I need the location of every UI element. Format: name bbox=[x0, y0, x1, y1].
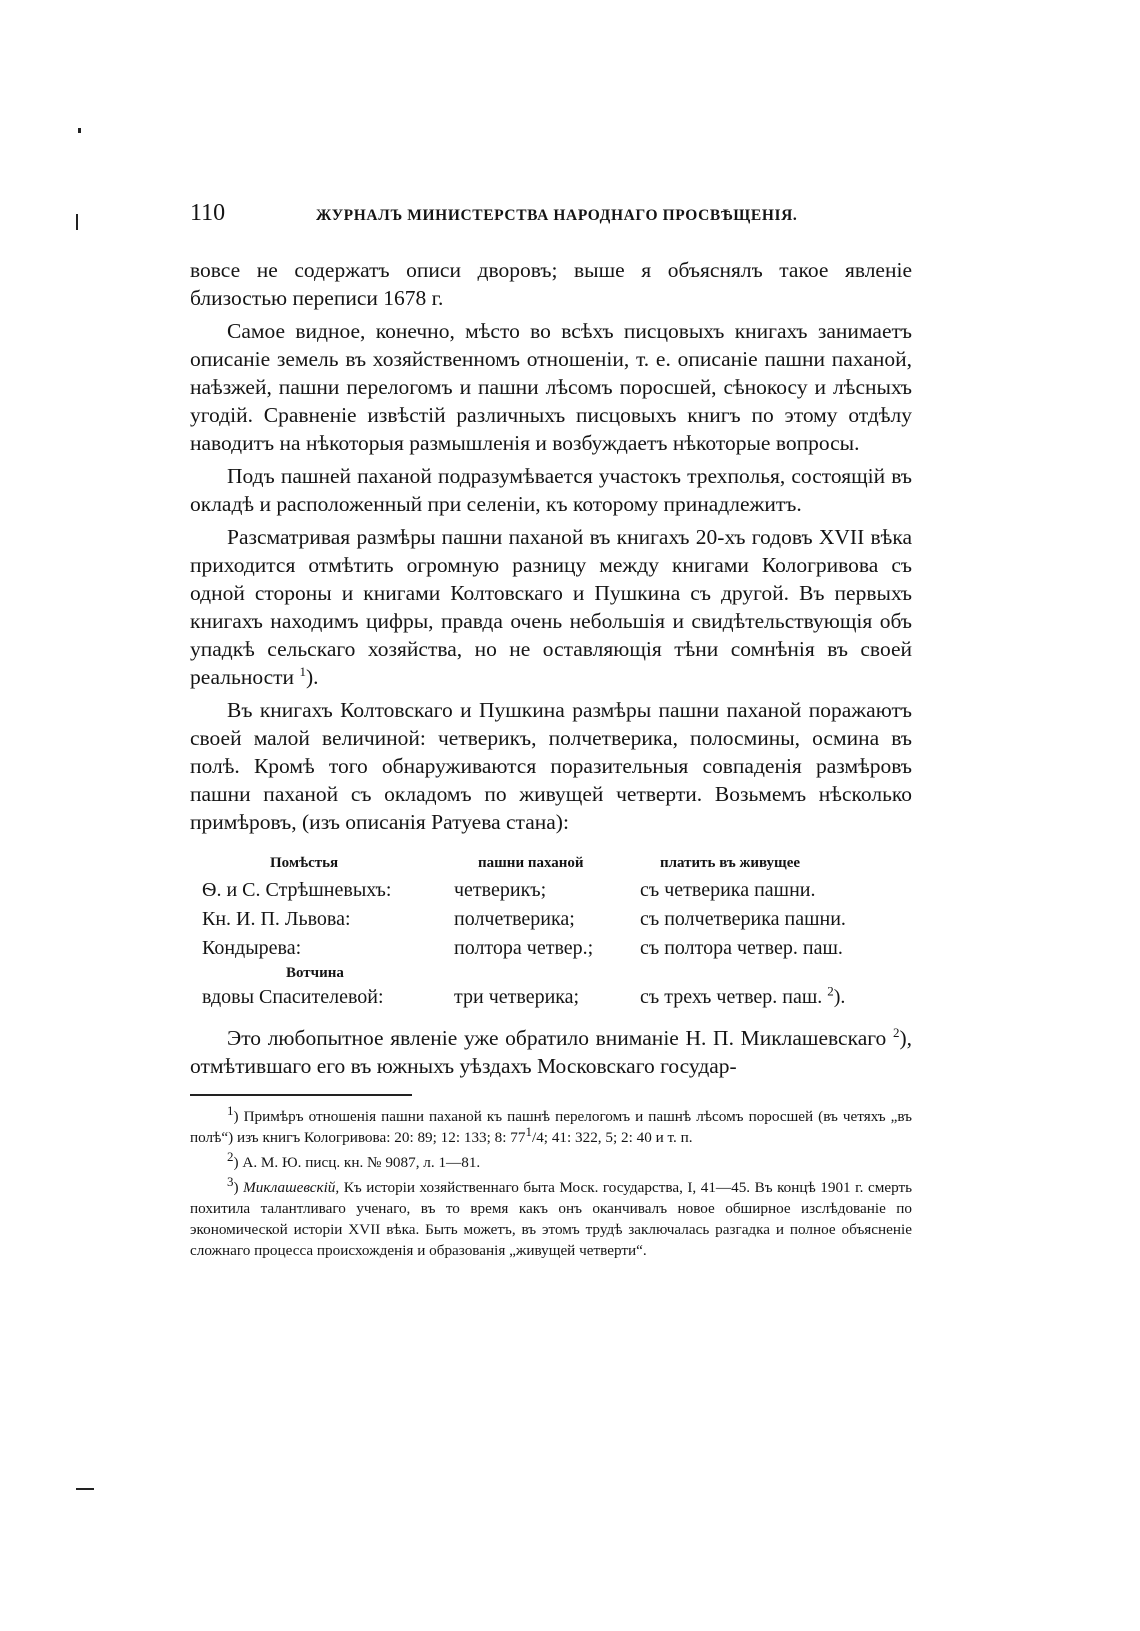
table-cell: Кондырева: bbox=[202, 937, 302, 959]
paragraph bbox=[190, 1024, 912, 1080]
footnote-mark-close: ) bbox=[233, 1178, 239, 1196]
column-header: Помѣстья bbox=[270, 855, 339, 871]
footnote-mark: 2 bbox=[227, 1148, 234, 1164]
table-cell: три четверика; bbox=[454, 986, 580, 1008]
footnote-text: ; 41: 322, 5; 2: 40 и т. п. bbox=[543, 1128, 693, 1146]
paragraph: Въ книгахъ Колтовскаго и Пушкина размѣры пашни паханой поражаютъ своей малой величиной: четверикъ, полчетверика, полосмины, осмина въ полѣ. Кромѣ того обнаруживаются поразительныя совпаденія размѣровъ пашни паханой съ окладомъ по живущей четверти. Возьмемъ нѣсколько примѣровъ, (изъ описанія Ратуева стана): bbox=[190, 698, 912, 834]
footnote-text: Къ исторіи хозяйственнаго быта Моск. государства, I, 41—45. Въ концѣ 1901 г. смерть похитила талантливаго ученаго, въ то время какъ онъ оканчивалъ новое обширное изслѣдованіе по экономической исторіи XVII вѣка. Быть можетъ, въ этомъ трудѣ заключалась разгадка и полное объясненіе сложнаго процесса происхожденія и образованія „живущей четверти“. bbox=[190, 1178, 913, 1259]
paragraph-text: отмѣтившаго его въ южныхъ уѣздахъ Московскаго государ- bbox=[190, 1054, 737, 1078]
table-cell: съ полтора четвер. паш. bbox=[640, 937, 843, 959]
paragraph-text: Это любопытное явленіе уже обратило вниманіе Н. П. Миклашевскаго bbox=[227, 1026, 887, 1050]
paragraph-text: Разсматривая размѣры пашни паханой въ книгахъ 20-хъ годовъ XVII вѣка приходится отмѣтить огромную разницу между книгами Кологривова съ одной стороны и книгами Колтовскаго и Пушкина съ другой. Въ первыхъ книгахъ находимъ цифры, правда очень небольшія и свидѣтельствующія объ упадкѣ сельскаго хозяйства, но не оставляющія тѣни сомнѣнія въ своей реальности bbox=[190, 525, 912, 689]
paragraph bbox=[190, 523, 912, 691]
paragraph: вовсе не содержатъ описи дворовъ; выше я объяснялъ такое явленіе близостью переписи 1678 г. bbox=[190, 258, 912, 310]
footnote-separator bbox=[190, 1094, 412, 1096]
fraction-numerator: 1 bbox=[525, 1123, 532, 1139]
footnote-mark: 3 bbox=[227, 1173, 234, 1189]
table-cell: вдовы Спасителевой: bbox=[202, 986, 384, 1008]
footnote-text: ) Примѣръ отношенія пашни паханой къ пашнѣ перелогомъ и пашнѣ лѣсомъ поросшей (въ четяхъ „въ полѣ“) изъ книгъ Кологривова: 20: 89; 12: 133; 8: 77 bbox=[190, 1107, 912, 1146]
footnote-ref: 2 bbox=[892, 1024, 900, 1040]
table-cell: полтора четвер.; bbox=[454, 937, 594, 959]
footnote-ref-close: ). bbox=[305, 665, 319, 689]
table-cell: четверикъ; bbox=[454, 879, 547, 901]
footnote-ref-close: ). bbox=[833, 986, 846, 1008]
table-row bbox=[202, 983, 892, 1012]
paragraph: Подъ пашней паханой подразумѣвается участокъ трехполья, состоящій въ окладѣ и расположенный при селеніи, къ которому принадлежитъ. bbox=[190, 464, 912, 516]
table-cell: Кн. И. П. Львова: bbox=[202, 908, 351, 930]
table-cell bbox=[640, 983, 892, 1012]
footnote bbox=[190, 1102, 912, 1148]
table-cell: Ѳ. и С. Стрѣшневыхъ: bbox=[202, 879, 392, 901]
table-row bbox=[202, 876, 892, 905]
page-number: 110 bbox=[190, 200, 226, 226]
scan-speck bbox=[76, 1488, 94, 1490]
column-header: пашни паханой bbox=[478, 855, 584, 871]
footnote-ref: 2 bbox=[827, 983, 834, 999]
table-cell: полчетверика; bbox=[454, 908, 575, 930]
table-cell: съ полчетверика пашни. bbox=[640, 908, 846, 930]
footnote-author: Миклашевскій, bbox=[243, 1178, 340, 1196]
table-cell: съ четверика пашни. bbox=[640, 879, 816, 901]
footnote-text: ) А. М. Ю. писц. кн. № 9087, л. 1—81. bbox=[233, 1153, 481, 1171]
scan-speck bbox=[78, 128, 81, 133]
journal-title: ЖУРНАЛЪ МИНИСТЕРСТВА НАРОДНАГО ПРОСВѢЩЕНІЯ. bbox=[316, 207, 798, 224]
table-header bbox=[202, 852, 892, 874]
scan-speck bbox=[76, 214, 78, 230]
table-row bbox=[202, 905, 892, 934]
footnote-ref-close: ), bbox=[899, 1026, 912, 1050]
table-subheading: Вотчина bbox=[286, 965, 344, 981]
main-text bbox=[190, 256, 912, 1265]
table-cell-text: съ трехъ четвер. паш. bbox=[640, 986, 823, 1008]
footnote-mark: 1 bbox=[227, 1102, 234, 1118]
column-header: платить въ живущее bbox=[660, 855, 801, 871]
table-row bbox=[202, 934, 892, 963]
footnote-ref: 1 bbox=[299, 663, 306, 679]
footnote bbox=[190, 1148, 912, 1173]
footnote bbox=[190, 1173, 913, 1261]
paragraph: Самое видное, конечно, мѣсто во всѣхъ писцовыхъ книгахъ занимаетъ описаніе земель въ хозяйственномъ отношеніи, т. е. описаніе пашни паханой, наѣзжей, пашни перелогомъ и пашни лѣсомъ поросшей, сѣнокосу и лѣсныхъ угодій. Сравненіе извѣстій различныхъ писцовыхъ книгъ по этому отдѣлу наводитъ на нѣкоторыя размышленія и возбуждаетъ нѣкоторые вопросы. bbox=[190, 319, 912, 455]
estates-table bbox=[202, 852, 892, 1012]
fraction-denominator: /4 bbox=[531, 1128, 544, 1146]
page-header bbox=[190, 200, 910, 234]
